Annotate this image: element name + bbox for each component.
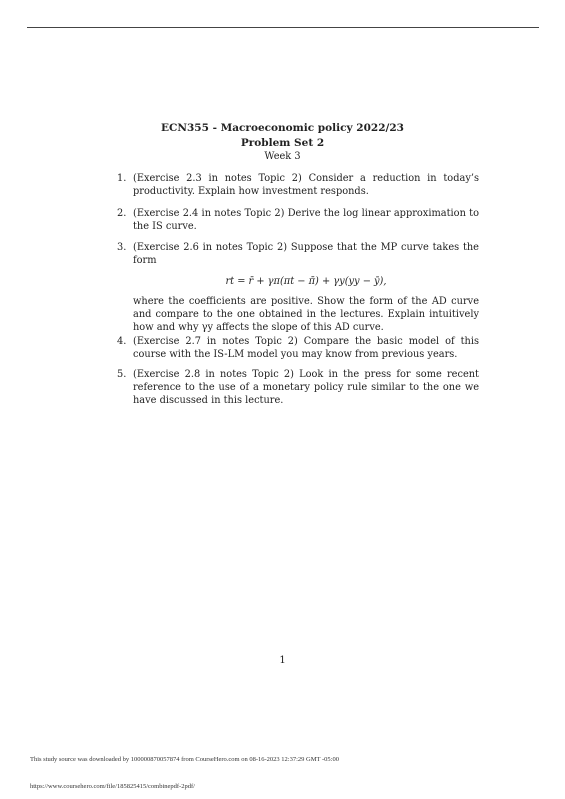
document-subtitle: Problem Set 2 (240, 137, 325, 149)
top-rule (27, 27, 539, 28)
download-notice: This study source was downloaded by 100000870057874 from CourseHero.com on 08-16-2023 12:37:29 GMT -05:00 (30, 756, 339, 763)
problem-item-1 (117, 172, 479, 198)
problem-item-2 (117, 207, 479, 233)
problem-text: (Exercise 2.4 in notes Topic 2) Derive the log linear approximation to the IS curve. (133, 208, 479, 232)
problem-number: 2. (117, 208, 127, 219)
problem-item-3 (117, 241, 479, 334)
problem-number: 3. (117, 242, 127, 253)
problem-item-4 (117, 335, 479, 361)
document-title: ECN355 - Macroeconomic policy 2022/23 (161, 122, 404, 134)
week-label: Week 3 (264, 151, 301, 162)
mp-curve-equation: rt = r̄ + γπ(πt − π̄) + γy(yy − ȳ), (225, 276, 387, 287)
problem-item-5 (117, 368, 479, 407)
page-number: 1 (279, 655, 286, 666)
problem-number: 1. (117, 173, 127, 184)
problem-text: (Exercise 2.6 in notes Topic 2) Suppose that the MP curve takes the form (133, 242, 479, 266)
problem-text-continued: where the coefficients are positive. Show the form of the AD curve and compare to the one obtained in the lectures. Explain intuitively how and why γy affects the slope of this AD curve. (133, 296, 479, 333)
problem-number: 4. (117, 336, 127, 347)
problem-text: (Exercise 2.3 in notes Topic 2) Consider a reduction in today’s productivity. Explain how investment responds. (133, 173, 479, 197)
problem-text: (Exercise 2.7 in notes Topic 2) Compare the basic model of this course with the IS-LM model you may know from previous years. (133, 336, 479, 360)
problem-number: 5. (117, 369, 127, 380)
source-url: https://www.coursehero.com/file/185825415/combinepdf-2pdf/ (30, 783, 195, 790)
problem-text: (Exercise 2.8 in notes Topic 2) Look in the press for some recent reference to the use of a monetary policy rule similar to the one we have discussed in this lecture. (133, 369, 479, 406)
